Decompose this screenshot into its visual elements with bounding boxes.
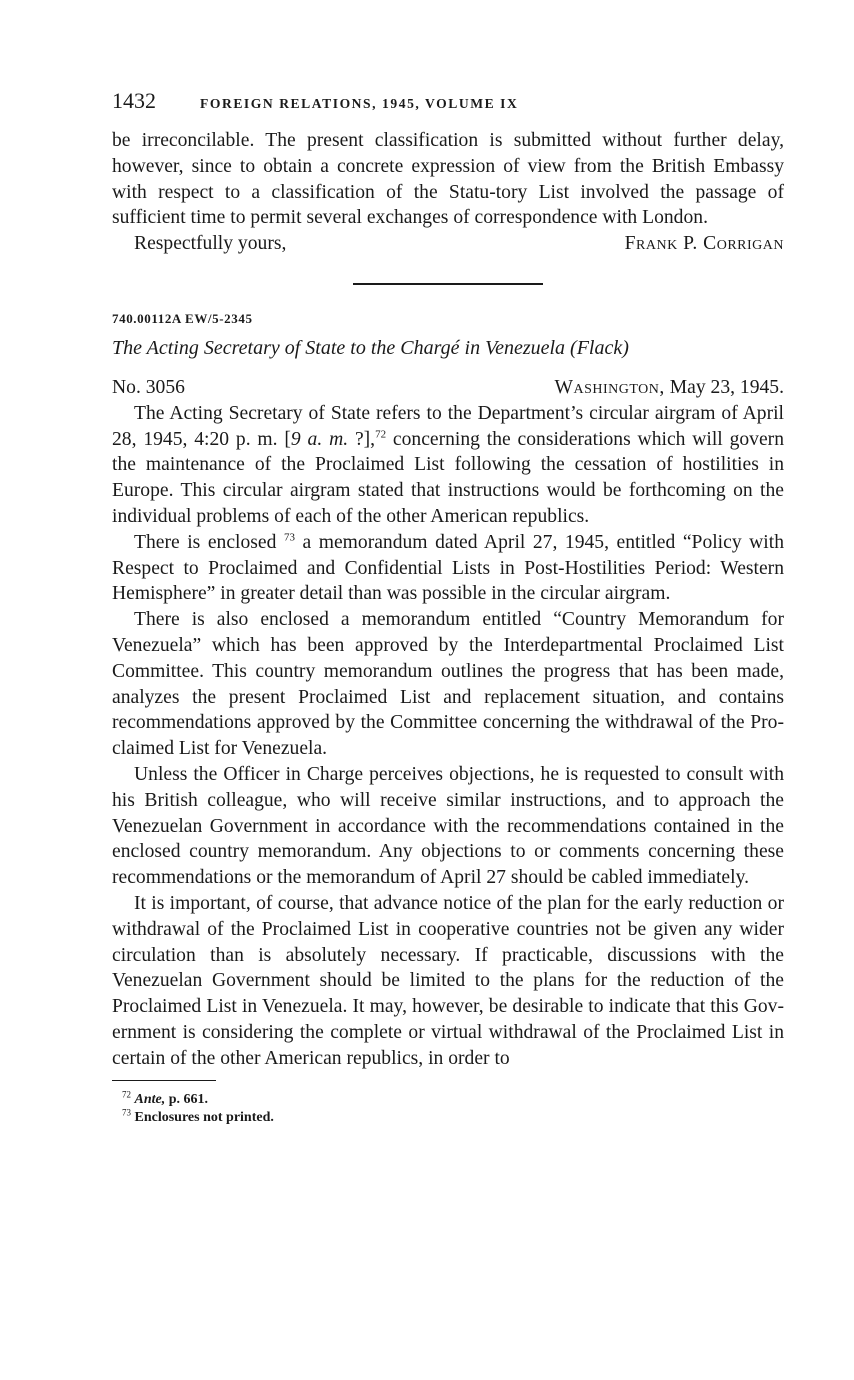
section-divider [353, 283, 543, 285]
footnote-text: p. 661. [165, 1092, 209, 1107]
footnote-italic: Ante, [134, 1092, 166, 1107]
paragraph-1-text-c: concerning the considerations which will govern the maintenance of the Proclaimed List following the cessation of hostilities in Europe. This circular airgram stated that instructions would be forthcoming on the individual problems of each of the other American republics. [112, 428, 784, 527]
paragraph-1 [112, 401, 784, 530]
dateline [112, 375, 784, 401]
signature: Frank P. Corrigan [624, 233, 784, 255]
paragraph-1-text-b: ?], [348, 428, 376, 450]
signature-block [112, 231, 784, 257]
document-number: No. 3056 [112, 376, 185, 398]
paragraph-3: There is also enclosed a memorandum entitled “Country Memorandum for Venezuela” which has been approved by the Interdepartmental Proclaimed List Committee. This country memorandum outlines the progress that has been made, analyzes the present Proclaimed List and replacement situation, and contains recommendations approved by the Committee concerning the withdrawal of the Proclaimed List for Venezuela. [112, 609, 784, 760]
footnote-72 [112, 1091, 784, 1109]
place-and-date [554, 375, 784, 401]
paragraph-1-italic: 9 a. m. [290, 428, 349, 450]
footnote-divider [112, 1080, 216, 1082]
paragraph-4: Unless the Officer in Charge perceives objections, he is requested to consult with his British colleague, who will receive similar instructions, and to approach the Venezuelan Government in accordance with the recommendations contained in the enclosed country memorandum. Any objections to or comments concerning these recommendations or the memorandum of April 27 should be cabled immediately. [112, 763, 784, 889]
place: Washington, [554, 376, 665, 398]
paragraph-5: It is important, of course, that advance notice of the plan for the early reduction or withdrawal of the Proclaimed List in cooperative countries not be given any wider circulation than is absolutely necessary. If practicable, discussions with the Venezuelan Government should be limited to the plans for the reduction of the Proclaimed List in Venezuela. It may, however, be desirable to indicate that this Government is considering the complete or virtual withdrawal of the Proclaimed List in certain of the other American republics, in order to [112, 892, 784, 1069]
paragraph-2-text-b: a memorandum dated April 27, 1945, entitled “Policy with Respect to Proclaimed and Confidential Lists in Post-Hostilities Period: Western Hemisphere” in greater detail than was possible in the circular airgram. [112, 531, 784, 605]
document-page [112, 88, 784, 1127]
paragraph-1-text-a: The Acting Secretary of State refers to the Department’s circular airgram of April 28, 1945, 4:20 p. m. [ [112, 402, 784, 450]
document-heading: The Acting Secretary of State to the Chargé in Venezuela (Flack) [112, 336, 629, 359]
footnote-ref-73[interactable]: 73 [283, 531, 295, 544]
running-title: FOREIGN RELATIONS, 1945, VOLUME IX [200, 97, 519, 112]
paragraph-2-text-a: There is enclosed [134, 531, 277, 553]
footnote-ref-72[interactable]: 72 [375, 428, 387, 441]
footnote-73 [112, 1109, 784, 1127]
footnote-text: Enclosures not printed. [134, 1110, 274, 1125]
closing-line: Respectfully yours, [134, 233, 287, 255]
paragraph-2 [112, 530, 784, 607]
running-header [112, 88, 784, 128]
footnote-marker: 73 [122, 1107, 131, 1118]
date: May 23, 1945. [669, 376, 784, 398]
continuation-paragraph: be irreconcilable. The present classification is submitted without further delay, however, since to obtain a concrete expression of view from the British Embassy with respect to a classification of the Statu-tory List involved the passage of sufficient time to permit several exchanges of correspondence with London. [112, 130, 784, 229]
file-number: 740.00112A EW/5-2345 [112, 310, 253, 326]
page-number: 1432 [112, 88, 156, 113]
footnote-marker: 72 [122, 1089, 131, 1100]
